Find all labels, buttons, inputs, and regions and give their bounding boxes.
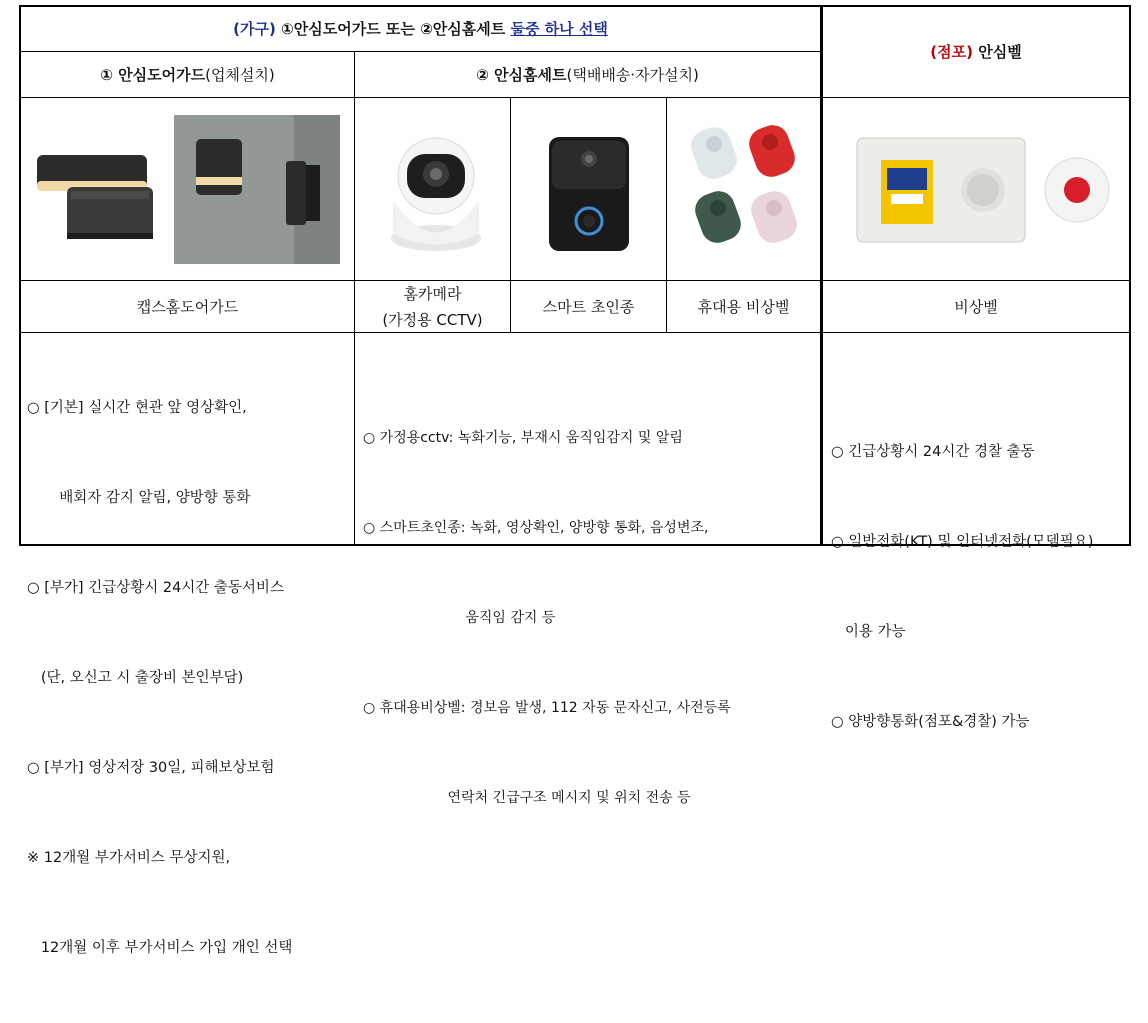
camera-product-name — [355, 281, 510, 332]
homeset-desc-line: ○ 스마트초인종: 녹화, 영상확인, 양방향 통화, 음성변조, — [363, 520, 709, 536]
household-choice: 둘중 하나 선택 — [510, 20, 608, 38]
portable-bell-product-name: 휴대용 비상벨 — [697, 297, 790, 316]
store-desc-line: ○ 긴급상황시 24시간 경찰 출동 — [831, 444, 1035, 460]
homeset-note: (택배배송·자가설치) — [566, 65, 699, 84]
household-prefix: (가구) — [233, 20, 276, 38]
service-comparison-table — [19, 5, 1131, 956]
doorguard-desc-line: ○ [기본] 실시간 현관 앞 영상확인, — [27, 400, 247, 416]
doorguard-desc-line: ○ [부가] 영상저장 30일, 피해보상보험 — [27, 760, 275, 776]
store-header — [823, 7, 1129, 97]
doorguard-desc-line: ※ 12개월 부가서비스 무상지원, — [27, 850, 231, 866]
store-desc-line: ○ 양방향통화(점포&경찰) 가능 — [831, 714, 1030, 730]
doorguard-desc-line: 배회자 감지 알림, 양방향 통화 — [27, 490, 251, 506]
doorguard-desc-line: (단, 오신고 시 출장비 본인부담) — [27, 670, 244, 686]
doorguard-device-image — [31, 145, 161, 255]
camera-name-line1: 홈카메라 — [403, 284, 462, 303]
homeset-subheader — [355, 52, 820, 97]
doorguard-num: ① — [100, 65, 113, 84]
doorguard-desc-line: ○ [부가] 긴급상황시 24시간 출동서비스 — [27, 580, 284, 596]
emergency-bell-image — [855, 130, 1115, 248]
doorguard-description — [27, 333, 352, 1023]
doorguard-wall-image — [174, 115, 340, 264]
homeset-description — [363, 363, 818, 873]
border-h2 — [19, 97, 1131, 98]
home-camera-image — [383, 130, 489, 255]
emergency-bell-product-name: 비상벨 — [954, 297, 998, 316]
store-title: 안심벨 — [973, 43, 1022, 61]
doorbell-image — [544, 135, 634, 253]
household-mid: ①안심도어가드 또는 ②안심홈세트 — [275, 20, 511, 38]
store-desc-line: ○ 일반전화(KT) 및 인터넷전화(모뎀필요) — [831, 534, 1094, 550]
homeset-desc-line: 연락처 긴급구조 메시지 및 위치 전송 등 — [363, 790, 691, 806]
portable-bell-image — [684, 120, 804, 260]
homeset-desc-line: ○ 가정용cctv: 녹화기능, 부재시 움직임감지 및 알림 — [363, 430, 683, 446]
doorguard-name: 안심도어가드 — [112, 65, 206, 84]
camera-name-line2: (가정용 CCTV) — [382, 310, 483, 329]
store-description — [831, 377, 1127, 797]
homeset-desc-line: 움직임 감지 등 — [363, 610, 556, 626]
doorbell-product-name: 스마트 초인종 — [542, 297, 635, 316]
doorguard-desc-line: 12개월 이후 부가서비스 가입 개인 선택 — [27, 940, 293, 956]
store-desc-line: 이용 가능 — [831, 624, 906, 640]
doorguard-note: (업체설치) — [205, 65, 275, 84]
doorguard-product-name: 캡스홈도어가드 — [136, 297, 239, 316]
store-prefix: (점포) — [930, 43, 973, 61]
household-header — [21, 7, 820, 51]
homeset-num: ② — [476, 65, 489, 84]
border-right — [1129, 5, 1131, 546]
homeset-desc-line: ○ 휴대용비상벨: 경보음 발생, 112 자동 문자신고, 사전등록 — [363, 700, 731, 716]
doorguard-subheader — [21, 52, 354, 97]
homeset-name: 안심홈세트 — [488, 65, 567, 84]
